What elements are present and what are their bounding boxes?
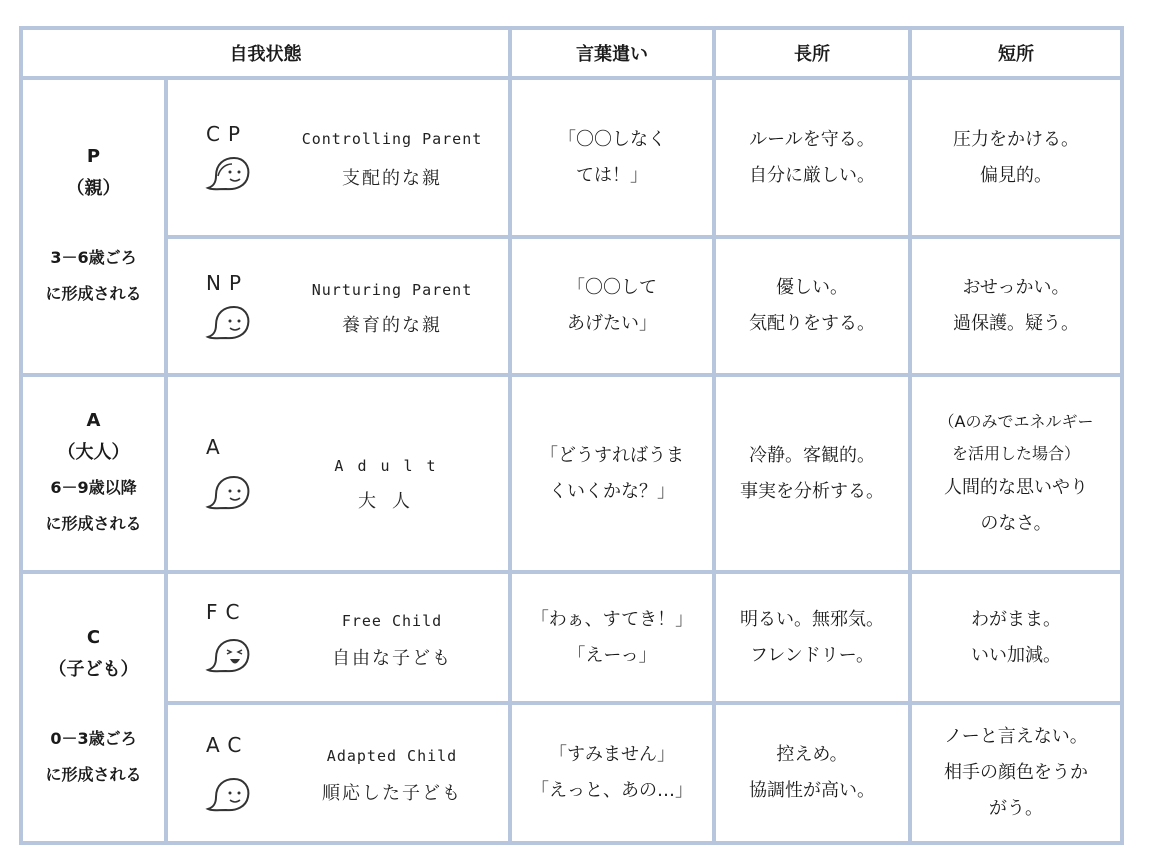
strength-cell: 冷静。客観的。 事実を分析する。 (714, 375, 910, 572)
ego-cell-a (166, 375, 510, 572)
header-weakness: 短所 (910, 28, 1122, 78)
group-age: 6－9歳以降 に形成される (45, 477, 142, 533)
group-name: （子ども） (48, 658, 139, 680)
group-name: （親） (66, 177, 121, 199)
speech-cell: 「どうすればうま くいくかな？」 (510, 375, 714, 572)
strength-cell: 明るい。無邪気。 フレンドリー。 (714, 572, 910, 703)
group-name: （大人） (57, 441, 130, 463)
group-age: 3－6歳ごろ に形成される (45, 247, 142, 303)
speech-cell: 「〇〇して あげたい」 (510, 237, 714, 375)
group-child (21, 572, 166, 843)
strength-cell: 優しい。 気配りをする。 (714, 237, 910, 375)
header-speech: 言葉遣い (510, 28, 714, 78)
ego-japanese-name: 大人 (358, 491, 426, 512)
ego-abbr: AC (206, 733, 250, 757)
table-row-np (21, 237, 1122, 375)
laughing-face-icon (204, 636, 252, 676)
header-ego-state: 自我状態 (21, 28, 510, 78)
table-row-fc (21, 572, 1122, 703)
ego-cell-np (166, 237, 510, 375)
ego-english-name: Nurturing Parent (311, 281, 473, 299)
weakness-cell: おせっかい。 過保護。疑う。 (910, 237, 1122, 375)
ego-abbr: NP (206, 271, 250, 295)
speech-cell: 「わぁ、すてき！」 「えーっ」 (510, 572, 714, 703)
table-row-a (21, 375, 1122, 572)
weakness-note: （Aのみでエネルギー を活用した場合） (938, 411, 1094, 463)
ego-english-name: Free Child (341, 612, 443, 630)
group-parent (21, 78, 166, 375)
ego-abbr: A (206, 435, 228, 459)
ego-japanese-name: 支配的な親 (342, 168, 442, 189)
smiling-face-icon (204, 473, 252, 513)
ego-cell-ac (166, 703, 510, 843)
ego-abbr: FC (206, 600, 248, 624)
weakness-cell (910, 375, 1122, 572)
smiling-face-icon (204, 154, 252, 194)
group-adult (21, 375, 166, 572)
weakness-cell: ノーと言えない。 相手の顔色をうか がう。 (910, 703, 1122, 843)
group-letter: C (86, 626, 101, 648)
header-row (21, 28, 1122, 78)
ego-english-name: Adapted Child (326, 747, 458, 765)
weakness-text: 人間的な思いやり のなさ。 (944, 476, 1088, 534)
group-letter: P (86, 145, 101, 167)
header-strength: 長所 (714, 28, 910, 78)
strength-cell: 控えめ。 協調性が高い。 (714, 703, 910, 843)
ego-state-table (19, 26, 1124, 845)
ego-english-name: Adult (334, 457, 450, 475)
ego-cell-cp (166, 78, 510, 237)
ego-cell-fc (166, 572, 510, 703)
ego-english-name: Controlling Parent (301, 130, 483, 148)
group-age: 0－3歳ごろ に形成される (45, 728, 142, 784)
ego-japanese-name: 自由な子ども (332, 648, 452, 669)
table-row-ac (21, 703, 1122, 843)
smiling-face-icon (204, 775, 252, 815)
ego-japanese-name: 養育的な親 (342, 315, 442, 336)
strength-cell: ルールを守る。 自分に厳しい。 (714, 78, 910, 237)
speech-cell: 「〇〇しなく ては！」 (510, 78, 714, 237)
weakness-cell: 圧力をかける。 偏見的。 (910, 78, 1122, 237)
ego-abbr: CP (206, 122, 249, 146)
table-row-cp (21, 78, 1122, 237)
ego-japanese-name: 順応した子ども (322, 783, 462, 804)
group-letter: A (86, 409, 101, 431)
speech-cell: 「すみません」 「えっと、あの…」 (510, 703, 714, 843)
weakness-cell: わがまま。 いい加減。 (910, 572, 1122, 703)
smiling-face-icon (204, 303, 252, 343)
